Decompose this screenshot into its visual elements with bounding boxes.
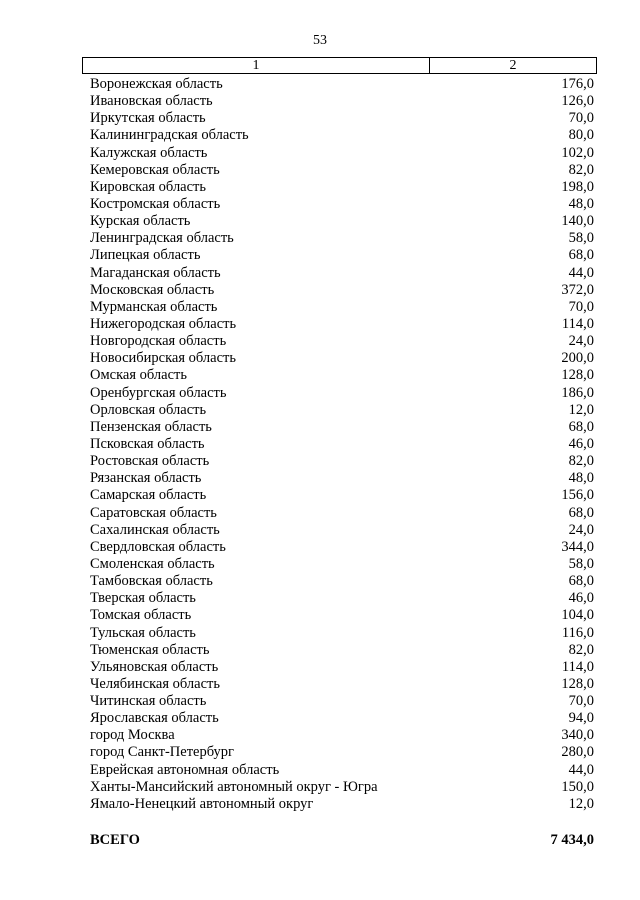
- region-value: 128,0: [561, 367, 594, 384]
- region-value: 176,0: [561, 76, 594, 92]
- table-row: [90, 676, 594, 693]
- region-value: 126,0: [561, 93, 594, 110]
- region-value: 80,0: [568, 127, 594, 144]
- table-row: [90, 487, 594, 504]
- table-header: [82, 57, 597, 74]
- table-row: [90, 162, 594, 179]
- table-row: [90, 727, 594, 744]
- region-value: 156,0: [561, 487, 594, 504]
- table-row: [90, 127, 594, 144]
- table-row: [90, 316, 594, 333]
- table-row: [90, 744, 594, 761]
- region-name: Еврейская автономная область: [90, 761, 280, 778]
- region-value: 68,0: [568, 247, 594, 264]
- region-value: 82,0: [568, 161, 594, 178]
- table-row: [90, 247, 594, 264]
- region-value: 44,0: [568, 264, 594, 281]
- region-name: Саратовская область: [90, 504, 217, 521]
- region-value: 58,0: [568, 230, 594, 247]
- table-row: [90, 196, 594, 213]
- region-value: 114,0: [561, 658, 594, 675]
- region-name: Ямало-Ненецкий автономный округ: [90, 795, 314, 812]
- region-value: 116,0: [561, 624, 594, 641]
- region-value: 58,0: [568, 555, 594, 572]
- region-name: Курская область: [90, 213, 191, 230]
- region-name: Магаданская область: [90, 264, 221, 281]
- table-row: [90, 385, 594, 402]
- region-value: 70,0: [568, 693, 594, 710]
- region-value: 24,0: [568, 521, 594, 538]
- table-row: [90, 93, 594, 110]
- region-name: Ульяновская область: [90, 658, 219, 675]
- region-name: Тюменская область: [90, 641, 210, 658]
- table-row: [90, 522, 594, 539]
- region-name: Ханты-Мансийский автономный округ - Югра: [90, 778, 378, 795]
- region-value: 102,0: [561, 144, 594, 161]
- table-row: [90, 762, 594, 779]
- region-name: Новосибирская область: [90, 350, 236, 367]
- region-name: Рязанская область: [90, 470, 202, 487]
- table-row: [90, 179, 594, 196]
- region-value: 68,0: [568, 504, 594, 521]
- table-row: [90, 76, 594, 93]
- region-name: Воронежская область: [90, 76, 223, 92]
- region-name: Кемеровская область: [90, 161, 220, 178]
- table-row: [90, 282, 594, 299]
- region-name: Калининградская область: [90, 127, 249, 144]
- region-name: Липецкая область: [90, 247, 201, 264]
- region-name: Свердловская область: [90, 538, 226, 555]
- table-row: [90, 505, 594, 522]
- region-value: 372,0: [561, 281, 594, 298]
- table-row: [90, 145, 594, 162]
- region-value: 68,0: [568, 418, 594, 435]
- region-value: 114,0: [561, 315, 594, 332]
- region-value: 186,0: [561, 384, 594, 401]
- region-value: 340,0: [561, 727, 594, 744]
- region-name: Ярославская область: [90, 710, 219, 727]
- table-row: [90, 556, 594, 573]
- table-row: [90, 779, 594, 796]
- table-row: [90, 573, 594, 590]
- total-row: [90, 832, 594, 849]
- region-name: Тульская область: [90, 624, 196, 641]
- table-row: [90, 796, 594, 813]
- region-value: 44,0: [568, 761, 594, 778]
- table-row: [90, 333, 594, 350]
- region-name: Сахалинская область: [90, 521, 220, 538]
- region-name: Оренбургская область: [90, 384, 227, 401]
- table-row: [90, 265, 594, 282]
- region-value: 70,0: [568, 298, 594, 315]
- region-name: Мурманская область: [90, 298, 218, 315]
- region-name: Московская область: [90, 281, 215, 298]
- region-value: 104,0: [561, 607, 594, 624]
- region-name: Новгородская область: [90, 333, 227, 350]
- region-name: Ленинградская область: [90, 230, 234, 247]
- column-header-2: 2: [509, 57, 517, 73]
- region-value: 48,0: [568, 470, 594, 487]
- region-name: Кировская область: [90, 178, 207, 195]
- region-value: 70,0: [568, 110, 594, 127]
- region-value: 82,0: [568, 453, 594, 470]
- region-name: Тверская область: [90, 590, 196, 607]
- column-header-1: 1: [83, 58, 430, 73]
- region-name: Орловская область: [90, 401, 207, 418]
- region-value: 48,0: [568, 195, 594, 212]
- table-row: [90, 299, 594, 316]
- table-row: [90, 453, 594, 470]
- region-name: город Санкт-Петербург: [90, 744, 235, 761]
- region-name: Челябинская область: [90, 675, 220, 692]
- region-value: 198,0: [561, 178, 594, 195]
- region-name: Смоленская область: [90, 555, 215, 572]
- table-row: [90, 607, 594, 624]
- table-row: [90, 659, 594, 676]
- region-name: Ивановская область: [90, 93, 213, 110]
- table-row: [90, 213, 594, 230]
- region-name: Самарская область: [90, 487, 207, 504]
- region-name: Омская область: [90, 367, 187, 384]
- table-row: [90, 367, 594, 384]
- table-row: [90, 402, 594, 419]
- region-name: Читинская область: [90, 693, 207, 710]
- region-name: Ростовская область: [90, 453, 210, 470]
- region-value: 46,0: [568, 590, 594, 607]
- region-value: 82,0: [568, 641, 594, 658]
- region-name: Нижегородская область: [90, 315, 237, 332]
- region-value: 280,0: [561, 744, 594, 761]
- region-value: 140,0: [561, 213, 594, 230]
- region-value: 150,0: [561, 778, 594, 795]
- region-value: 94,0: [568, 710, 594, 727]
- table-row: [90, 642, 594, 659]
- region-name: Томская область: [90, 607, 192, 624]
- table-row: [90, 350, 594, 367]
- region-name: Пензенская область: [90, 418, 212, 435]
- region-value: 200,0: [561, 350, 594, 367]
- table-row: [90, 693, 594, 710]
- region-value: 12,0: [568, 401, 594, 418]
- total-label: ВСЕГО: [90, 832, 140, 848]
- region-name: Иркутская область: [90, 110, 206, 127]
- table-body: [90, 76, 594, 813]
- page-number: 53: [313, 33, 327, 48]
- region-name: Костромская область: [90, 195, 221, 212]
- region-value: 12,0: [568, 795, 594, 812]
- region-name: город Москва: [90, 727, 175, 744]
- region-name: Псковская область: [90, 435, 205, 452]
- region-value: 68,0: [568, 573, 594, 590]
- table-row: [90, 436, 594, 453]
- table-row: [90, 710, 594, 727]
- region-name: Тамбовская область: [90, 573, 213, 590]
- region-value: 128,0: [561, 675, 594, 692]
- region-value: 344,0: [561, 538, 594, 555]
- table-row: [90, 230, 594, 247]
- region-value: 46,0: [568, 435, 594, 452]
- table-row: [90, 470, 594, 487]
- total-value: 7 434,0: [550, 832, 594, 848]
- table-row: [90, 419, 594, 436]
- table-row: [90, 625, 594, 642]
- table-row: [90, 539, 594, 556]
- region-value: 24,0: [568, 333, 594, 350]
- table-row: [90, 110, 594, 127]
- region-name: Калужская область: [90, 144, 208, 161]
- table-row: [90, 590, 594, 607]
